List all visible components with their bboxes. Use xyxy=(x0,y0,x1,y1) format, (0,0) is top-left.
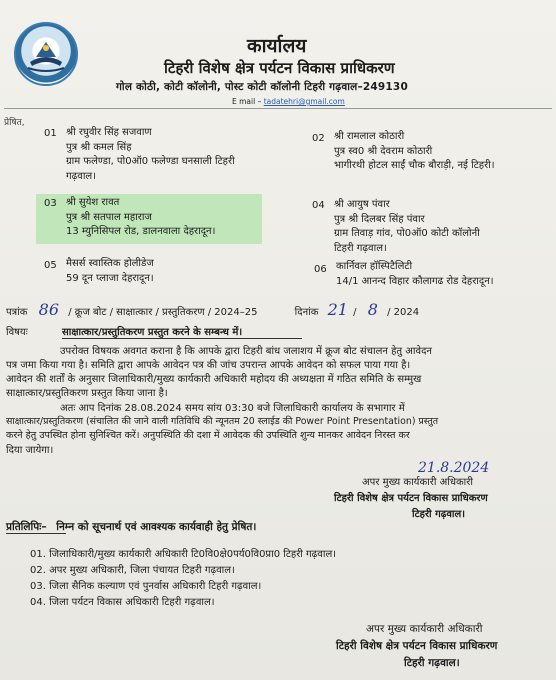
date-separator: / xyxy=(353,307,357,318)
addressee-line: भागीरथी होटल साईं चौक बौराड़ी, नई टिहरी। xyxy=(334,160,495,171)
addressee-line: टिहरी गढ़वाल। xyxy=(334,242,387,254)
copy-to-underline xyxy=(6,533,66,534)
addressee-line: पुत्र स्व0 श्री देवराम कोठारी xyxy=(334,145,433,157)
date-day: 21 xyxy=(327,300,348,319)
signature2-place: टिहरी गढ़वाल। xyxy=(404,657,460,669)
addressee-04 xyxy=(334,198,480,256)
header-divider xyxy=(4,108,552,109)
addressee-05 xyxy=(66,257,154,286)
copy-list-item: 01. जिलाधिकारी/मुख्य कार्यकारी अधिकारी टि0वि0क्षे0पर्य0वि0प्रा0 टिहरी गढ़वाल। xyxy=(30,549,337,560)
addressee-line: श्री रामलाल कोठारी xyxy=(334,131,405,142)
addressee-number: 04 xyxy=(312,200,325,211)
signature2-authority: टिहरी विशेष क्षेत्र पर्यटन विकास प्राधिकरण xyxy=(336,640,498,652)
addressee-line: ग्राम तिवाड़ गांव, पो0ऑ0 कोटी कॉलोनी xyxy=(334,228,480,239)
addressee-line: पुत्र श्री सतपाल महाराज xyxy=(66,211,152,223)
email-line xyxy=(232,97,345,106)
preshit-label: प्रेषित, xyxy=(4,118,25,128)
body-line: साक्षात्कार/प्रस्तुतिकरण (संचालित की जाने वाली गतिविधि की न्यूनतम 20 स्लाईड की Power Point Presentation) प्रस्तुत xyxy=(6,416,439,427)
date-label: दिनांक xyxy=(294,307,319,318)
addressee-06 xyxy=(336,260,494,289)
addressee-line: मैसर्स स्वास्तिक होलीडेज xyxy=(66,258,154,269)
email-link[interactable]: tadatehri@gmail.com xyxy=(263,97,345,106)
addressee-line: श्री आयुष पंवार xyxy=(334,199,390,210)
authority-name: टिहरी विशेष क्षेत्र पर्यटन विकास प्राधिकरण xyxy=(164,59,395,77)
addressee-number: 06 xyxy=(314,264,327,275)
office-title: कार्यालय xyxy=(247,35,307,57)
body-line: दिया जायेगा। xyxy=(6,445,54,456)
addressee-line: 14/1 आनन्द विहार कौलागढ रोड देहरादून। xyxy=(336,275,494,287)
reference-line xyxy=(6,300,419,319)
copy-list-item: 04. जिला पर्यटन विकास अधिकारी टिहरी गढ़वाल। xyxy=(30,597,215,608)
patrank-number: 86 xyxy=(38,300,60,319)
addressee-number: 02 xyxy=(312,133,325,144)
copy-list-item: 03. जिला सैनिक कल्याण एवं पुनर्वास अधिकारी टिहरी गढ़वाल। xyxy=(30,581,262,592)
addressee-line: 59 दून प्लाजा देहरादून। xyxy=(66,272,154,284)
copy-to-line xyxy=(6,520,256,534)
addressee-line: ग्राम फलेण्डा, पो0ऑ0 फलेण्डा घनसाली टिहरी xyxy=(66,156,235,167)
signature-place: टिहरी गढ़वाल। xyxy=(412,509,466,520)
patrank-ref: / क्रूज बोट / साक्षात्कार / प्रस्तुतिकरण / 2024–25 xyxy=(68,307,258,318)
email-label: E mail – xyxy=(232,97,262,106)
seal-emblem-icon xyxy=(16,24,76,84)
office-address: गोल कोठी, कोटी कॉलोनी, पोस्ट कोटी कॉलोनी टिहरी गढ़वाल–249130 xyxy=(116,81,408,93)
addressee-number: 05 xyxy=(44,260,57,271)
copy-to-text: निम्न को सूचनार्थ एवं आवश्यक कार्यवाही हेतु प्रेषित। xyxy=(56,521,257,533)
body-line: पत्र जमा किया गया है। समिति द्वारा आपके आवेदन पत्र की जांच उपरान्त आपके आवेदन को सफल पाया गया है। xyxy=(6,360,411,371)
authority-seal-icon xyxy=(14,22,78,86)
addressee-line: पुत्र श्री कमल सिंह xyxy=(66,141,132,153)
signature-authority: टिहरी विशेष क्षेत्र पर्यटन विकास प्राधिकरण xyxy=(334,493,488,504)
body-line: उपरोक्त विषयक अवगत कराना है कि आपके द्वारा टिहरी बांध जलाशय में क्रूज बोट संचालन हेतु आवेदन xyxy=(60,346,432,357)
addressee-02 xyxy=(334,130,495,174)
addressee-line: कार्निवल हॉस्पिटैलिटी xyxy=(336,261,413,272)
addressee-number: 01 xyxy=(44,128,57,139)
copy-list-item: 02. अपर मुख्य अधिकारी, जिला पंचायत टिहरी गढ़वाल। xyxy=(30,565,235,576)
subject-label: विषयः xyxy=(6,327,28,338)
addressee-03 xyxy=(66,196,215,240)
signature-designation: अपर मुख्य कार्यकारी अधिकारी xyxy=(362,477,473,488)
addressee-line: गढ़वाल। xyxy=(66,170,96,182)
subject-text: साक्षात्कार/प्रस्तुतिकरण प्रस्तुत करने के सम्बन्ध में। xyxy=(62,327,243,338)
body-line: करने हेतु उपस्थित होना सुनिश्चित करें। अनुपस्थिति की दशा में आवेदक की उपस्थिति शुन्य मानकर आवेदन निरस्त कर xyxy=(6,430,410,441)
addressee-line: श्री सुयेश रावत xyxy=(66,197,120,208)
subject-underline xyxy=(62,338,302,339)
body-line: अतः आप दिनांक 28.08.2024 समय सांय 03:30 बजे जिलाधिकारी कार्यालय के सभागार में xyxy=(60,403,405,414)
addressee-line: 13 म्युनिसिपल रोड, डालनवाला देहरादून। xyxy=(66,226,216,237)
addressee-line: पुत्र श्री दिलबर सिंह पंवार xyxy=(334,213,425,225)
addressee-01 xyxy=(66,126,235,184)
date-year: / 2024 xyxy=(387,307,420,318)
handwritten-signature-date: 21.8.2024 xyxy=(418,460,490,476)
addressee-number: 03 xyxy=(44,198,57,209)
date-month: 8 xyxy=(367,300,378,319)
signature2-designation: अपर मुख्य कार्यकारी अधिकारी xyxy=(366,623,483,635)
body-line: साक्षात्कार/प्रस्तुतिकरण प्रस्तुत किया जाना है। xyxy=(6,388,168,399)
copy-to-label: प्रतिलिपिः– xyxy=(6,521,47,533)
addressee-line: श्री रघुवीर सिंह सजवाण xyxy=(66,127,152,138)
patrank-label: पत्रांक xyxy=(6,307,28,318)
body-line: आवेदन की शर्तों के अनुसार जिलाधिकारी/मुख्य कार्यकारी अधिकारी महोदय की अध्यक्षता में गठित समिति के सम्मुख xyxy=(6,374,422,385)
